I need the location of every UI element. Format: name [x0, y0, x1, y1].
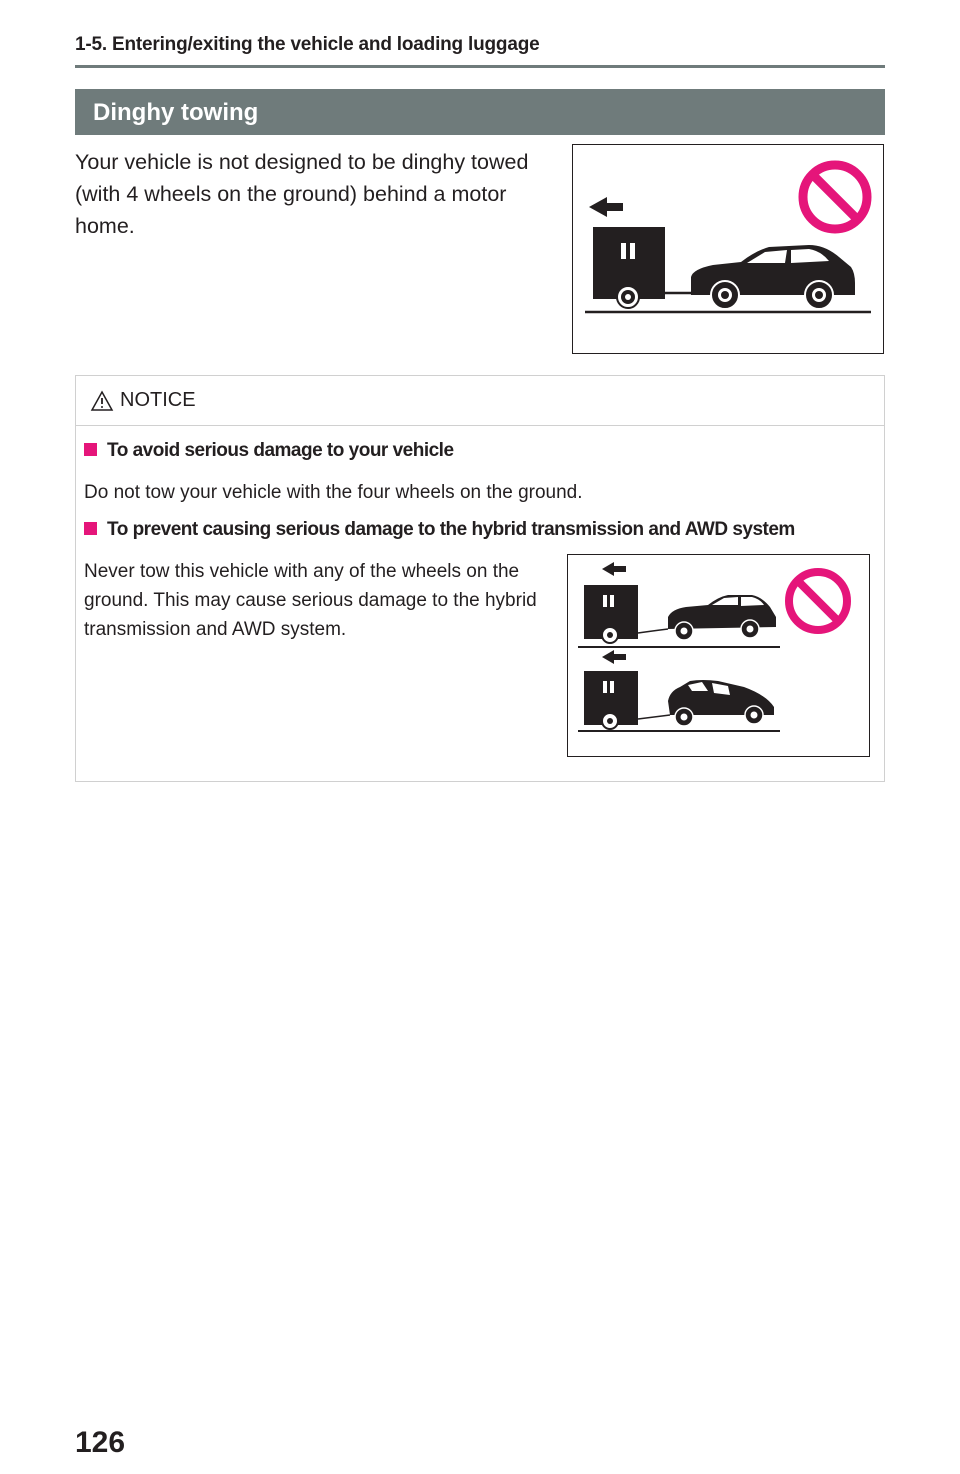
arrow-left-icon: [589, 197, 623, 217]
dinghy-towing-illustration: [573, 145, 885, 355]
notice-subheading: To prevent causing serious damage to the hybrid transmission and AWD system: [84, 519, 795, 541]
prohibited-icon: [789, 572, 847, 630]
car-icon: [668, 680, 774, 726]
notice-subheading: To avoid serious damage to your vehicle: [84, 440, 454, 462]
header-rule: [75, 65, 885, 68]
square-bullet-icon: [84, 443, 97, 456]
warning-triangle-icon: [90, 390, 114, 412]
section-title-bar: [75, 89, 885, 135]
dinghy-towing-figure: [572, 144, 884, 354]
section-title: Dinghy towing: [93, 99, 259, 126]
page-number: 126: [75, 1426, 126, 1459]
running-head: 1-5. Entering/exiting the vehicle and loading luggage: [75, 34, 540, 55]
square-bullet-icon: [84, 522, 97, 535]
wheels-on-ground-illustration: [568, 555, 871, 758]
wheels-on-ground-figure: [567, 554, 870, 757]
motor-home-icon: [584, 585, 668, 643]
motor-home-icon: [584, 671, 670, 729]
motor-home-icon: [593, 227, 693, 308]
intro-paragraph: Your vehicle is not designed to be dinghy towed (with 4 wheels on the ground) behind a motor home.: [75, 150, 529, 238]
arrow-left-icon: [602, 562, 626, 576]
notice-paragraph: Never tow this vehicle with any of the wheels on the ground. This may cause serious damage to the hybrid transmission and AWD system.: [84, 561, 537, 640]
notice-header: [76, 376, 884, 426]
prohibited-icon: [803, 165, 867, 229]
notice-paragraph: Do not tow your vehicle with the four wheels on the ground.: [84, 482, 583, 503]
car-icon: [691, 245, 855, 309]
notice-label: NOTICE: [120, 389, 196, 411]
arrow-left-icon: [602, 650, 626, 664]
car-icon: [668, 595, 776, 640]
